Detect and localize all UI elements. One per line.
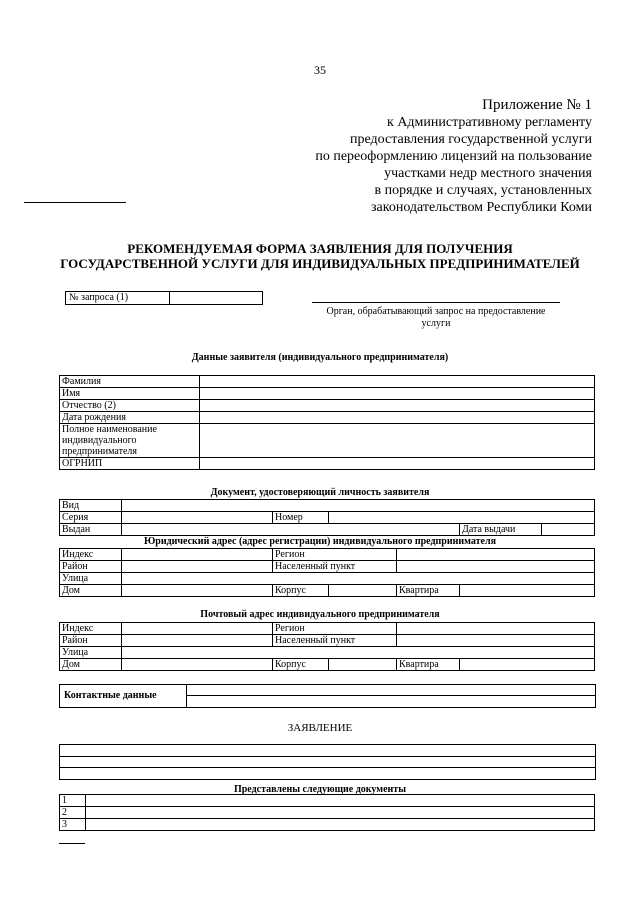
field-label: Улица <box>60 573 122 585</box>
number-field[interactable] <box>329 512 595 524</box>
house-field[interactable] <box>122 585 273 597</box>
form-title <box>40 241 600 271</box>
appendix-line: законодательством Республики Коми <box>371 200 592 215</box>
district-field[interactable] <box>122 635 273 647</box>
organ-label: Орган, обрабатывающий запрос на предоставление услуги <box>326 306 546 329</box>
request-number-box <box>65 291 263 305</box>
field-label: Серия <box>60 512 122 524</box>
field-label: Корпус <box>273 585 329 597</box>
doc-row-field[interactable] <box>86 807 595 819</box>
contact-label: Контактные данные <box>64 690 157 701</box>
appendix-line: в порядке и случаях, установленных <box>374 183 592 198</box>
field-label: Улица <box>60 647 122 659</box>
birth-date-field[interactable] <box>200 412 595 424</box>
field-label: Регион <box>273 623 397 635</box>
statement-title: ЗАЯВЛЕНИЕ <box>287 722 353 734</box>
form-title-line: ГОСУДАРСТВЕННОЙ УСЛУГИ ДЛЯ ИНДИВИДУАЛЬНЫХ ПРЕДПРИНИМАТЕЛЕЙ <box>60 256 580 271</box>
organ-field[interactable] <box>312 302 560 303</box>
statement-line <box>60 767 595 768</box>
region-field[interactable] <box>397 549 595 561</box>
appendix-line: по переоформлению лицензий на пользование <box>315 149 592 164</box>
doc-row-field[interactable] <box>86 795 595 807</box>
apartment-field[interactable] <box>460 585 595 597</box>
identity-section-title: Документ, удостоверяющий личность заявителя <box>210 487 430 498</box>
field-label: Квартира <box>397 659 460 671</box>
field-label: Населенный пункт <box>273 635 397 647</box>
region-field[interactable] <box>397 623 595 635</box>
applicant-section-title: Данные заявителя (индивидуального предпринимателя) <box>191 352 449 363</box>
postal-address-title: Почтовый адрес индивидуального предпринимателя <box>200 609 440 620</box>
appendix-line: к Административному регламенту <box>387 115 592 130</box>
issued-by-field[interactable] <box>122 524 460 536</box>
appendix-line: участками недр местного значения <box>384 166 592 181</box>
page-number: 35 <box>314 63 326 77</box>
field-label: Корпус <box>273 659 329 671</box>
field-label: Индекс <box>60 623 122 635</box>
street-field[interactable] <box>122 573 595 585</box>
surname-field[interactable] <box>200 376 595 388</box>
field-label: Регион <box>273 549 397 561</box>
field-label: Отчество (2) <box>60 400 200 412</box>
doc-row-number: 1 <box>60 795 86 807</box>
field-label: Квартира <box>397 585 460 597</box>
doc-row-field[interactable] <box>86 819 595 831</box>
field-label: Полное наименование индивидуального предпринимателя <box>60 424 200 458</box>
field-label: Населенный пункт <box>273 561 397 573</box>
index-field[interactable] <box>122 549 273 561</box>
contact-field[interactable] <box>186 695 595 696</box>
divider <box>186 685 187 707</box>
statement-box[interactable] <box>59 744 596 780</box>
field-label: Имя <box>60 388 200 400</box>
documents-title: Представлены следующие документы <box>233 784 407 795</box>
request-number-label: № запроса (1) <box>66 292 170 304</box>
field-label: Выдан <box>60 524 122 536</box>
applicant-table <box>59 375 595 470</box>
field-label: Фамилия <box>60 376 200 388</box>
field-label: Дата выдачи <box>460 524 542 536</box>
contact-box <box>59 684 596 708</box>
statement-line <box>60 756 595 757</box>
apartment-field[interactable] <box>460 659 595 671</box>
doc-row-number: 2 <box>60 807 86 819</box>
postal-address-table <box>59 622 595 671</box>
name-field[interactable] <box>200 388 595 400</box>
divider <box>59 843 85 844</box>
field-label: Дом <box>60 585 122 597</box>
full-name-field[interactable] <box>200 424 595 458</box>
house-field[interactable] <box>122 659 273 671</box>
index-field[interactable] <box>122 623 273 635</box>
request-number-field[interactable] <box>170 292 262 304</box>
issue-date-field[interactable] <box>542 524 595 536</box>
field-label: Район <box>60 635 122 647</box>
legal-address-title: Юридический адрес (адрес регистрации) индивидуального предпринимателя <box>0 536 640 548</box>
doc-row-number: 3 <box>60 819 86 831</box>
patronymic-field[interactable] <box>200 400 595 412</box>
form-title-line: РЕКОМЕНДУЕМАЯ ФОРМА ЗАЯВЛЕНИЯ ДЛЯ ПОЛУЧЕНИЯ <box>127 241 513 256</box>
divider <box>24 202 126 203</box>
appendix-line: Приложение № 1 <box>482 97 592 113</box>
district-field[interactable] <box>122 561 273 573</box>
identity-table <box>59 499 595 536</box>
field-label: Дом <box>60 659 122 671</box>
appendix-line: предоставления государственной услуги <box>350 132 592 147</box>
legal-address-table <box>59 548 595 597</box>
building-field[interactable] <box>329 659 397 671</box>
series-field[interactable] <box>122 512 273 524</box>
field-label: Индекс <box>60 549 122 561</box>
street-field[interactable] <box>122 647 595 659</box>
field-label: Район <box>60 561 122 573</box>
ogrnip-field[interactable] <box>200 458 595 470</box>
field-label: Номер <box>273 512 329 524</box>
field-label: Дата рождения <box>60 412 200 424</box>
doc-type-field[interactable] <box>122 500 595 512</box>
building-field[interactable] <box>329 585 397 597</box>
field-label: Вид <box>60 500 122 512</box>
appendix-header <box>315 97 592 216</box>
documents-table <box>59 794 595 831</box>
settlement-field[interactable] <box>397 561 595 573</box>
field-label: ОГРНИП <box>60 458 200 470</box>
settlement-field[interactable] <box>397 635 595 647</box>
